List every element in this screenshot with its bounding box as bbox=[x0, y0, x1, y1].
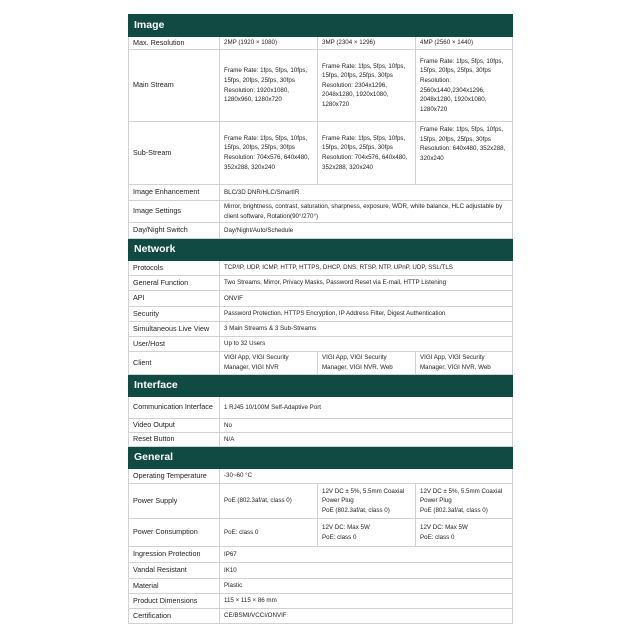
cell-value bbox=[416, 484, 513, 519]
row-label: Operating Temperature bbox=[129, 469, 220, 484]
section-title: Interface bbox=[129, 375, 513, 397]
cell-value: IK10 bbox=[220, 563, 513, 579]
frame-rate-text: Frame Rate: 1fps, 5fps, 10fps, 15fps, 20fps, 25fps, 30fps bbox=[224, 67, 308, 84]
row-max-resolution bbox=[129, 37, 513, 50]
row-video-output bbox=[129, 419, 513, 433]
cell-value bbox=[416, 50, 513, 122]
cell-value: No bbox=[220, 419, 513, 433]
section-title: Image bbox=[129, 15, 513, 37]
row-label: Main Stream bbox=[129, 50, 220, 122]
cell-value: Day/Night/Auto/Schedule bbox=[220, 223, 513, 239]
row-label: User/Host bbox=[129, 337, 220, 352]
dc-power-text: 12V DC: Max 5W bbox=[420, 523, 468, 531]
row-operating-temperature bbox=[129, 469, 513, 484]
row-power-consumption bbox=[129, 519, 513, 547]
cell-value: VIGI App, VIGI Security Manager, VIGI NVR, Web bbox=[416, 352, 513, 375]
row-security bbox=[129, 307, 513, 322]
cell-value: Mirror, brightness, contrast, saturation, sharpness, exposure, WDR, white balance, HLC adjustable by client software, Rotation(90°/270°) bbox=[220, 201, 513, 223]
cell-value bbox=[318, 519, 416, 547]
frame-rate-text: Frame Rate: 1fps, 5fps, 10fps, 15fps, 20fps, 25fps, 30fps bbox=[420, 126, 504, 143]
row-vandal-resistant bbox=[129, 563, 513, 579]
row-label: Image Settings bbox=[129, 201, 220, 223]
cell-value bbox=[416, 519, 513, 547]
cell-value: VIGI App, VIGI Security Manager, VIGI NVR, Web bbox=[318, 352, 416, 375]
row-power-supply bbox=[129, 484, 513, 519]
resolution-text: Resolution: 704x576, 640x480, 352x288, 320x240 bbox=[322, 154, 408, 171]
row-label: Security bbox=[129, 307, 220, 322]
cell-value bbox=[220, 50, 318, 122]
frame-rate-text: Frame Rate: 1fps, 5fps, 10fps, 15fps, 20fps, 25fps, 30fps bbox=[224, 134, 308, 152]
resolution-text: Resolution: 704x576, 640x480, 352x288, 320x240 bbox=[224, 154, 310, 171]
row-label: General Function bbox=[129, 276, 220, 291]
row-ingression-protection bbox=[129, 547, 513, 563]
cell-value: 3 Main Streams & 3 Sub-Streams bbox=[220, 322, 513, 337]
poe-text: PoE: class 0 bbox=[322, 533, 357, 541]
section-header-image bbox=[129, 15, 513, 37]
cell-value: TCP/IP, UDP, ICMP, HTTP, HTTPS, DHCP, DNS, RTSP, NTP, UPnP, UDP, SSL/TLS bbox=[220, 261, 513, 276]
row-certification bbox=[129, 609, 513, 624]
row-client bbox=[129, 352, 513, 375]
row-label: Ingression Protection bbox=[129, 547, 220, 563]
power-plug-text: 12V DC ± 5%, 5.5mm Coaxial Power Plug bbox=[420, 487, 503, 505]
row-api bbox=[129, 291, 513, 307]
cell-value: IP67 bbox=[220, 547, 513, 563]
row-image-settings bbox=[129, 201, 513, 223]
row-label: Material bbox=[129, 579, 220, 594]
resolution-text: Resolution: 2560x1440,2304x1296, 2048x1280, 1920x1080, 1280x720 bbox=[420, 76, 487, 113]
row-label: Certification bbox=[129, 609, 220, 624]
row-material bbox=[129, 579, 513, 594]
row-label: Simultaneous Live View bbox=[129, 322, 220, 337]
cell-value bbox=[318, 122, 416, 185]
cell-value: VIGI App, VIGI Security Manager, VIGI NVR bbox=[220, 352, 318, 375]
cell-value: Up to 32 Users bbox=[220, 337, 513, 352]
row-label: Video Output bbox=[129, 419, 220, 433]
resolution-text: Resolution: 2304x1296, 2048x1280, 1920x1080, 1280x720 bbox=[322, 81, 389, 108]
resolution-text: Resolution: 1920x1080, 1280x960, 1280x720 bbox=[224, 86, 290, 104]
cell-value: PoE (802.3af/at, class 0) bbox=[220, 484, 318, 519]
cell-value: BLC/3D DNR/HLC/SmartIR bbox=[220, 185, 513, 201]
dc-power-text: 12V DC: Max 5W bbox=[322, 523, 370, 531]
frame-rate-text: Frame Rate: 1fps, 5fps, 10fps, 15fps, 20fps, 25fps, 30fps bbox=[322, 134, 406, 152]
section-header-general bbox=[129, 447, 513, 469]
row-label: Product Dimensions bbox=[129, 594, 220, 609]
row-label: Communication Interface bbox=[129, 397, 220, 419]
cell-value bbox=[416, 122, 513, 185]
cell-value: 115 × 115 × 86 mm bbox=[220, 594, 513, 609]
cell-value: ONVIF bbox=[220, 291, 513, 307]
row-label: Sub-Stream bbox=[129, 122, 220, 185]
power-plug-text: 12V DC ± 5%, 5.5mm Coaxial Power Plug bbox=[322, 487, 405, 505]
cell-value: 4MP (2560 × 1440) bbox=[416, 37, 513, 50]
row-label: Power Consumption bbox=[129, 519, 220, 547]
frame-rate-text: Frame Rate: 1fps, 5fps, 10fps, 15fps, 20fps, 25fps, 30fps bbox=[420, 57, 504, 75]
row-label: Day/Night Switch bbox=[129, 223, 220, 239]
section-title: General bbox=[129, 447, 513, 469]
row-live-view bbox=[129, 322, 513, 337]
row-label: Power Supply bbox=[129, 484, 220, 519]
row-label: Protocols bbox=[129, 261, 220, 276]
row-sub-stream bbox=[129, 122, 513, 185]
row-product-dimensions bbox=[129, 594, 513, 609]
cell-value: Password Protection, HTTPS Encryption, IP Address Filter, Digest Authentication bbox=[220, 307, 513, 322]
poe-text: PoE: class 0 bbox=[420, 533, 455, 541]
spec-sheet bbox=[128, 14, 512, 624]
row-image-enhancement bbox=[129, 185, 513, 201]
cell-value: 1 RJ45 10/100M Self-Adaptive Port bbox=[220, 397, 513, 419]
row-protocols bbox=[129, 261, 513, 276]
cell-value bbox=[318, 50, 416, 122]
frame-rate-text: Frame Rate: 1fps, 5fps, 10fps, 15fps, 20fps, 25fps, 30fps bbox=[322, 62, 406, 80]
cell-value: 2MP (1920 × 1080) bbox=[220, 37, 318, 50]
poe-text: PoE (802.3af/at, class 0) bbox=[420, 506, 488, 514]
poe-text: PoE (802.3af/at, class 0) bbox=[322, 506, 390, 514]
row-label: Reset Button bbox=[129, 433, 220, 447]
section-header-network bbox=[129, 239, 513, 261]
row-reset-button bbox=[129, 433, 513, 447]
row-label: Client bbox=[129, 352, 220, 375]
spec-table bbox=[128, 14, 513, 624]
row-label: Image Enhancement bbox=[129, 185, 220, 201]
row-general-function bbox=[129, 276, 513, 291]
cell-value: Two Streams, Mirror, Privacy Masks, Password Reset via E-mail, HTTP Listening bbox=[220, 276, 513, 291]
cell-value bbox=[318, 484, 416, 519]
section-header-interface bbox=[129, 375, 513, 397]
resolution-text: Resolution: 640x480, 352x288, 320x240 bbox=[420, 145, 506, 162]
row-main-stream bbox=[129, 50, 513, 122]
row-label: Vandal Resistant bbox=[129, 563, 220, 579]
row-user-host bbox=[129, 337, 513, 352]
section-title: Network bbox=[129, 239, 513, 261]
row-label: API bbox=[129, 291, 220, 307]
row-communication-interface bbox=[129, 397, 513, 419]
cell-value: PoE: class 0 bbox=[220, 519, 318, 547]
cell-value: N/A bbox=[220, 433, 513, 447]
row-label: Max. Resolution bbox=[129, 37, 220, 50]
cell-value: -30~60 °C bbox=[220, 469, 513, 484]
cell-value: 3MP (2304 × 1296) bbox=[318, 37, 416, 50]
row-day-night bbox=[129, 223, 513, 239]
cell-value: CE/BSMI/VCCI/ONVIF bbox=[220, 609, 513, 624]
cell-value: Plastic bbox=[220, 579, 513, 594]
cell-value bbox=[220, 122, 318, 185]
